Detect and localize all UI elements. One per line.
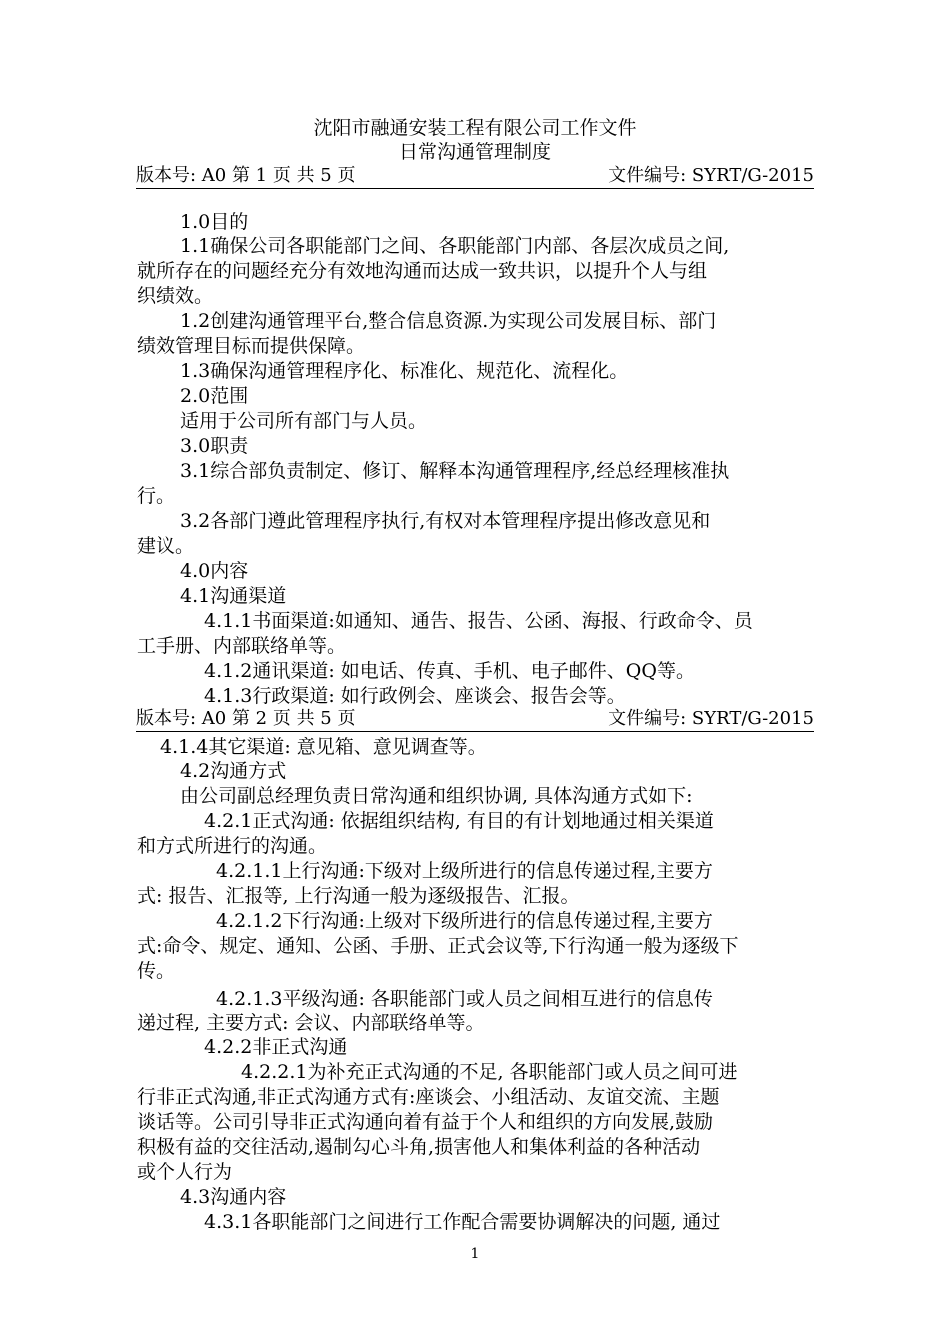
text-line: 工手册、内部联络单等。 <box>137 635 347 657</box>
text-line: 适用于公司所有部门与人员。 <box>180 410 428 432</box>
text-line: 行非正式沟通,非正式沟通方式有:座谈会、小组活动、友谊交流、主题 <box>137 1086 720 1108</box>
company-title: 沈阳市融通安装工程有限公司工作文件 <box>313 117 637 139</box>
document-title: 日常沟通管理制度 <box>398 141 551 163</box>
text-line: 4.3.1各职能部门之间进行工作配合需要协调解决的问题, 通过 <box>204 1211 721 1233</box>
text-line: 4.1.3行政渠道: 如行政例会、座谈会、报告会等。 <box>204 685 626 707</box>
text-line: 4.2.1.3平级沟通: 各职能部门或人员之间相互进行的信息传 <box>216 988 713 1010</box>
text-line: 由公司副总经理负责日常沟通和组织协调, 具体沟通方式如下: <box>180 785 693 807</box>
text-line: 和方式所进行的沟通。 <box>137 835 328 857</box>
text-line: 4.2沟通方式 <box>180 760 287 782</box>
text-line: 4.1.1书面渠道:如通知、通告、报告、公函、海报、行政命令、员 <box>204 610 753 632</box>
text-line: 或个人行为 <box>137 1161 233 1183</box>
version-info: 版本号: A0 第 2 页 共 5 页 <box>136 708 356 729</box>
text-line: 1.2创建沟通管理平台,整合信息资源.为实现公司发展目标、部门 <box>180 310 717 332</box>
page-number: 1 <box>470 1246 480 1262</box>
text-line: 1.3确保沟通管理程序化、标准化、规范化、流程化。 <box>180 360 629 382</box>
text-line: 织绩效。 <box>137 285 214 307</box>
text-line: 4.1沟通渠道 <box>180 585 287 607</box>
text-line: 绩效管理目标而提供保障。 <box>137 335 366 357</box>
text-line: 就所存在的问题经充分有效地沟通而达成一致共识，以提升个人与组 <box>137 260 708 282</box>
text-line: 4.2.2非正式沟通 <box>204 1036 348 1058</box>
text-line: 1.1确保公司各职能部门之间、各职能部门内部、各层次成员之间, <box>180 235 730 257</box>
text-line: 3.1综合部负责制定、修订、解释本沟通管理程序,经总经理核准执 <box>180 460 730 482</box>
text-line: 4.2.1正式沟通: 依据组织结构, 有目的有计划地通过相关渠道 <box>204 810 714 832</box>
text-line: 4.2.2.1为补充正式沟通的不足, 各职能部门或人员之间可进 <box>241 1061 738 1083</box>
text-line: 4.1.4其它渠道: 意见箱、意见调查等。 <box>160 736 487 758</box>
text-line: 2.0范围 <box>180 385 249 407</box>
text-line: 行。 <box>137 485 176 507</box>
text-line: 式: 报告、汇报等, 上行沟通一般为逐级报告、汇报。 <box>137 885 580 907</box>
text-line: 式:命令、规定、通知、公函、手册、正式会议等,下行沟通一般为逐级下 <box>137 935 739 957</box>
text-line: 4.2.1.2下行沟通:上级对下级所进行的信息传递过程,主要方 <box>216 910 713 932</box>
text-line: 3.2各部门遵此管理程序执行,有权对本管理程序提出修改意见和 <box>180 510 711 532</box>
text-line: 谈话等。公司引导非正式沟通向着有益于个人和组织的方向发展,鼓励 <box>137 1111 714 1133</box>
page-header <box>136 164 814 189</box>
page-header <box>136 707 814 732</box>
version-info: 版本号: A0 第 1 页 共 5 页 <box>136 165 356 186</box>
file-number: 文件编号: SYRT/G-2015 <box>608 165 814 186</box>
text-line: 传。 <box>137 960 176 982</box>
text-line: 积极有益的交往活动,遏制勾心斗角,损害他人和集体利益的各种活动 <box>137 1136 701 1158</box>
text-line: 4.2.1.1上行沟通:下级对上级所进行的信息传递过程,主要方 <box>216 860 713 882</box>
file-number: 文件编号: SYRT/G-2015 <box>608 708 814 729</box>
text-line: 1.0目的 <box>180 211 249 233</box>
text-line: 4.3沟通内容 <box>180 1186 287 1208</box>
text-line: 递过程, 主要方式: 会议、内部联络单等。 <box>137 1012 485 1034</box>
text-line: 建议。 <box>137 535 195 557</box>
text-line: 4.0内容 <box>180 560 249 582</box>
text-line: 3.0职责 <box>180 435 249 457</box>
text-line: 4.1.2通讯渠道: 如电话、传真、手机、电子邮件、QQ等。 <box>204 660 695 682</box>
